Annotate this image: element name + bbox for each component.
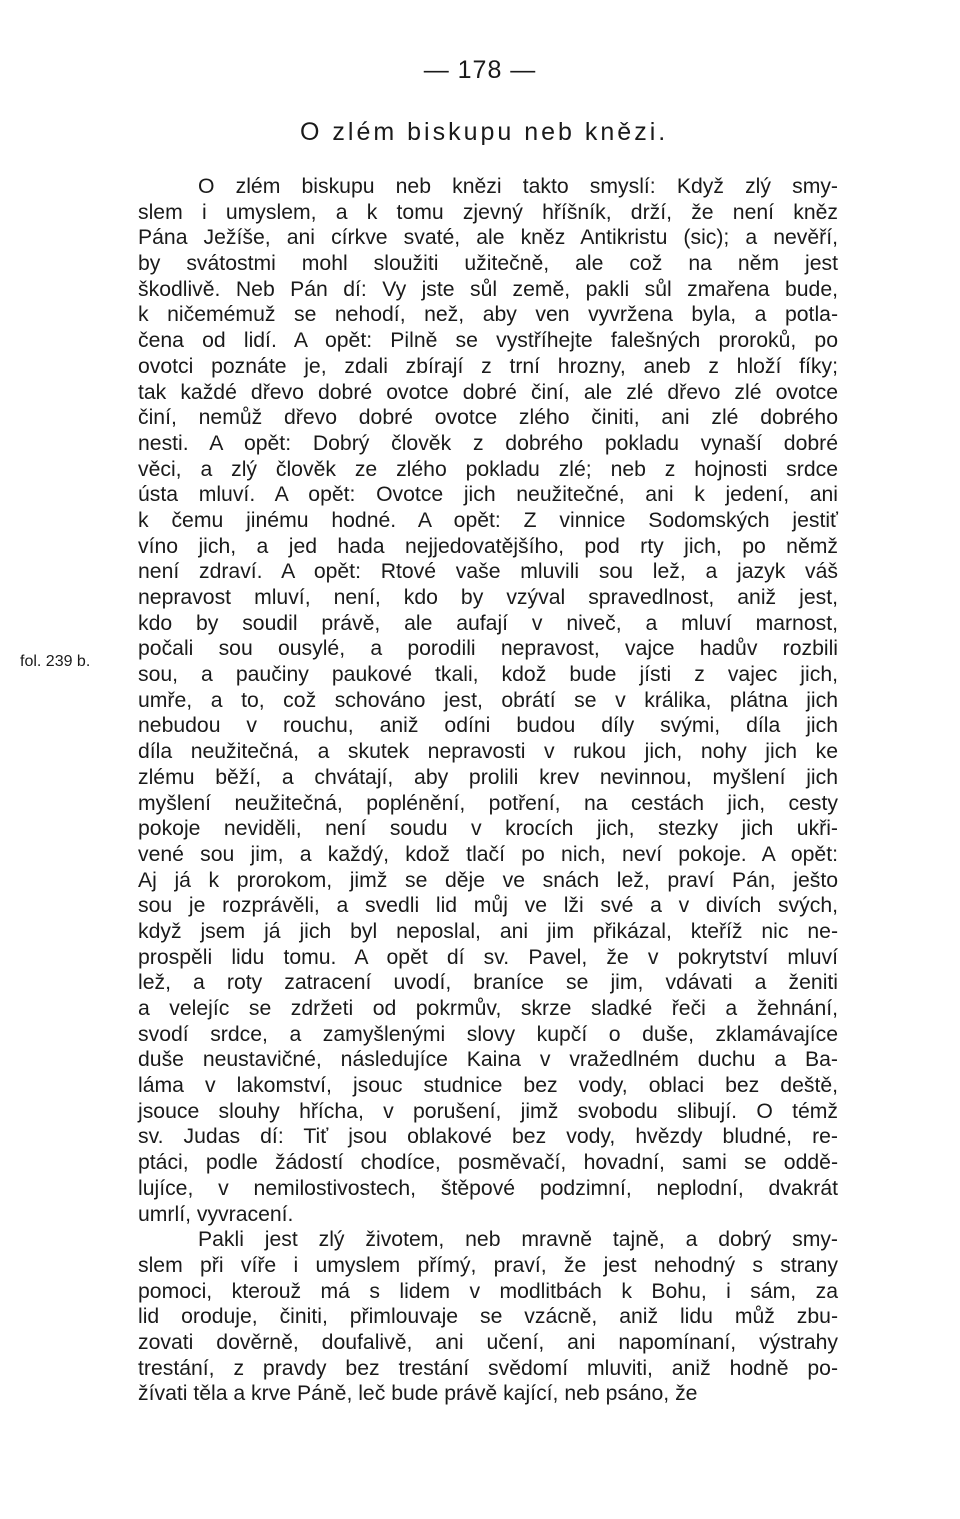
text-line: a velejíc se zdržeti od pokrmův, skrze sladké řeči a žehnání, <box>138 997 838 1020</box>
chapter-title: O zlém biskupu neb knězi. <box>300 118 669 146</box>
text-line: sou je rozprávěli, a svedli lid můj ve lži své a v divích svých, <box>138 894 838 918</box>
text-line: nesti. A opět: Dobrý člověk z dobrého pokladu vynaší dobré <box>138 431 838 455</box>
text-line: k ničemémuž se nehodí, než, aby ven vyvržena byla, a potla- <box>138 303 838 327</box>
text-line: O zlém biskupu neb knězi takto smyslí: Když zlý smy- <box>198 175 838 198</box>
margin-note: fol. 239 b. <box>20 653 91 670</box>
paragraph <box>138 174 838 1227</box>
text-line: slem i umyslem, a k tomu zjevný hříšník, drží, že není kněz <box>138 200 838 224</box>
body-text <box>138 174 838 1407</box>
text-line: láma v lakomství, jsouc studnice bez vody, oblaci bez deště, <box>138 1074 838 1098</box>
text-line: zlému běží, a chvátají, aby prolili krev nevinnou, myšlení jich <box>138 765 838 789</box>
text-line: Aj já k prorokom, jimž se děje ve snách lež, praví Pán, ješto <box>138 868 838 892</box>
text-line: žívati těla a krve Páně, leč bude právě kající, neb psáno, že <box>138 1382 698 1406</box>
text-line: lujíce, v nemilostivostech, štěpové podzimní, neplodní, dvakrát <box>138 1176 838 1200</box>
text-line: nepravost mluví, není, kdo by vzýval spravedlnost, aniž jest, <box>138 586 838 609</box>
text-line: pokoje neviděli, není soudu v krocích jich, stezky jich ukři- <box>138 817 838 841</box>
text-line: svodí srdce, a zamyšlenými slovy kupčí o duše, zklamávajíce <box>138 1022 838 1046</box>
text-line: sv. Judas dí: Tiť jsou oblakové bez vody, hvězdy bludné, re- <box>138 1125 838 1149</box>
text-line: umře, a to, což schováno jest, obrátí se v králika, plátna jich <box>138 688 838 712</box>
text-line: by svátostmi mohl sloužiti užitečně, ale což na něm jest <box>138 252 838 276</box>
text-line: věci, a zlý člověk ze zlého pokladu zlé; neb z hojnosti srdce <box>138 457 838 481</box>
text-line: duše neustavičné, následujíce Kaina v vražedlném duchu a Ba- <box>138 1048 838 1072</box>
text-line: slem při víře i umyslem přímý, praví, že jest nehodný s strany <box>138 1253 838 1277</box>
text-line: lež, a roty zatracení uvodí, braníce se jim, vdávati a ženiti <box>138 971 838 995</box>
text-line: ptáci, podle žádostí chodíce, posměvačí, hovadní, sami se oddě- <box>138 1151 838 1175</box>
text-line: škodlivě. Neb Pán dí: Vy jste sůl země, pakli sůl zmařena bude, <box>138 277 838 301</box>
page-number: — 178 — <box>423 56 537 84</box>
text-line: tak každé dřevo dobré ovotce dobré činí, ale zlé dřevo zlé ovotce <box>138 380 838 404</box>
text-line: není zdraví. A opět: Rtové vaše mluvili sou lež, a jazyk váš <box>138 560 838 584</box>
text-line: nebudou v rouchu, aniž odíni budou díly svými, díla jich <box>138 714 838 738</box>
text-line: jsouce slouhy hřícha, v porušení, jimž svobodu slibují. O témž <box>138 1099 838 1123</box>
text-line: díla neužitečná, a skutek nepravosti v rukou jich, nohy jich ke <box>138 740 838 764</box>
text-line: čena od lidí. A opět: Pilně se vystříhejte falešných proroků, po <box>138 329 838 353</box>
text-line: trestání, z pravdy bez trestání svědomí mluviti, aniž hodně po- <box>138 1356 838 1380</box>
text-line: kdo by soudil právě, ale aufají v niveč, a mluví marnost, <box>138 611 838 635</box>
text-line: počali sou ousylé, a porodili nepravost, vajce hadův rozbili <box>138 637 838 661</box>
text-line: činí, nemůž dřevo dobré ovotce zlého činiti, ani zlé dobrého <box>138 406 838 430</box>
text-line: Pána Ježíše, ani církve svaté, ale kněz Antikristu (sic); a nevěří, <box>138 226 838 250</box>
text-line: umrlí, vyvracení. <box>138 1202 294 1226</box>
text-line: sou, a paučiny paukové tkali, kdož bude jísti z vajec jich, <box>138 663 838 687</box>
text-line: myšlení neužitečná, poplénění, potření, na cestách jich, cesty <box>138 791 838 815</box>
text-line: ovotci poznáte je, zdali zbírají z trní hrozny, aneb z hloží fíky; <box>138 354 838 378</box>
text-line: k čemu jinému hodné. A opět: Z vinnice Sodomských jestiť <box>138 508 838 532</box>
text-line: Pakli jest zlý životem, neb mravně tajně, a dobrý smy- <box>198 1228 838 1252</box>
text-line: pomoci, kterouž má s lidem v modlitbách k Bohu, i sám, za <box>138 1279 838 1303</box>
text-line: prospěli lidu tomu. A opět dí sv. Pavel, že v pokrytství mluví <box>138 945 838 969</box>
text-line: zovati dověrně, doufalivě, ani učení, ani napomínaní, výstrahy <box>138 1330 838 1354</box>
paragraph <box>138 1227 838 1407</box>
text-line: když jsem já jich byl neposlal, ani jim přikázal, kteříž nic ne- <box>138 919 838 943</box>
text-line: lid oroduje, činiti, přimlouvaje se vzácně, aniž lidu můž zbu- <box>138 1305 838 1329</box>
text-line: vené sou jim, a každý, kdož tlačí po nich, neví pokoje. A opět: <box>138 842 838 866</box>
text-line: víno jich, a jed hada nejjedovatějšího, pod rty jich, po němž <box>138 534 838 558</box>
text-line: ústa mluví. A opět: Ovotce jich neužitečné, ani k jedení, ani <box>138 483 838 507</box>
